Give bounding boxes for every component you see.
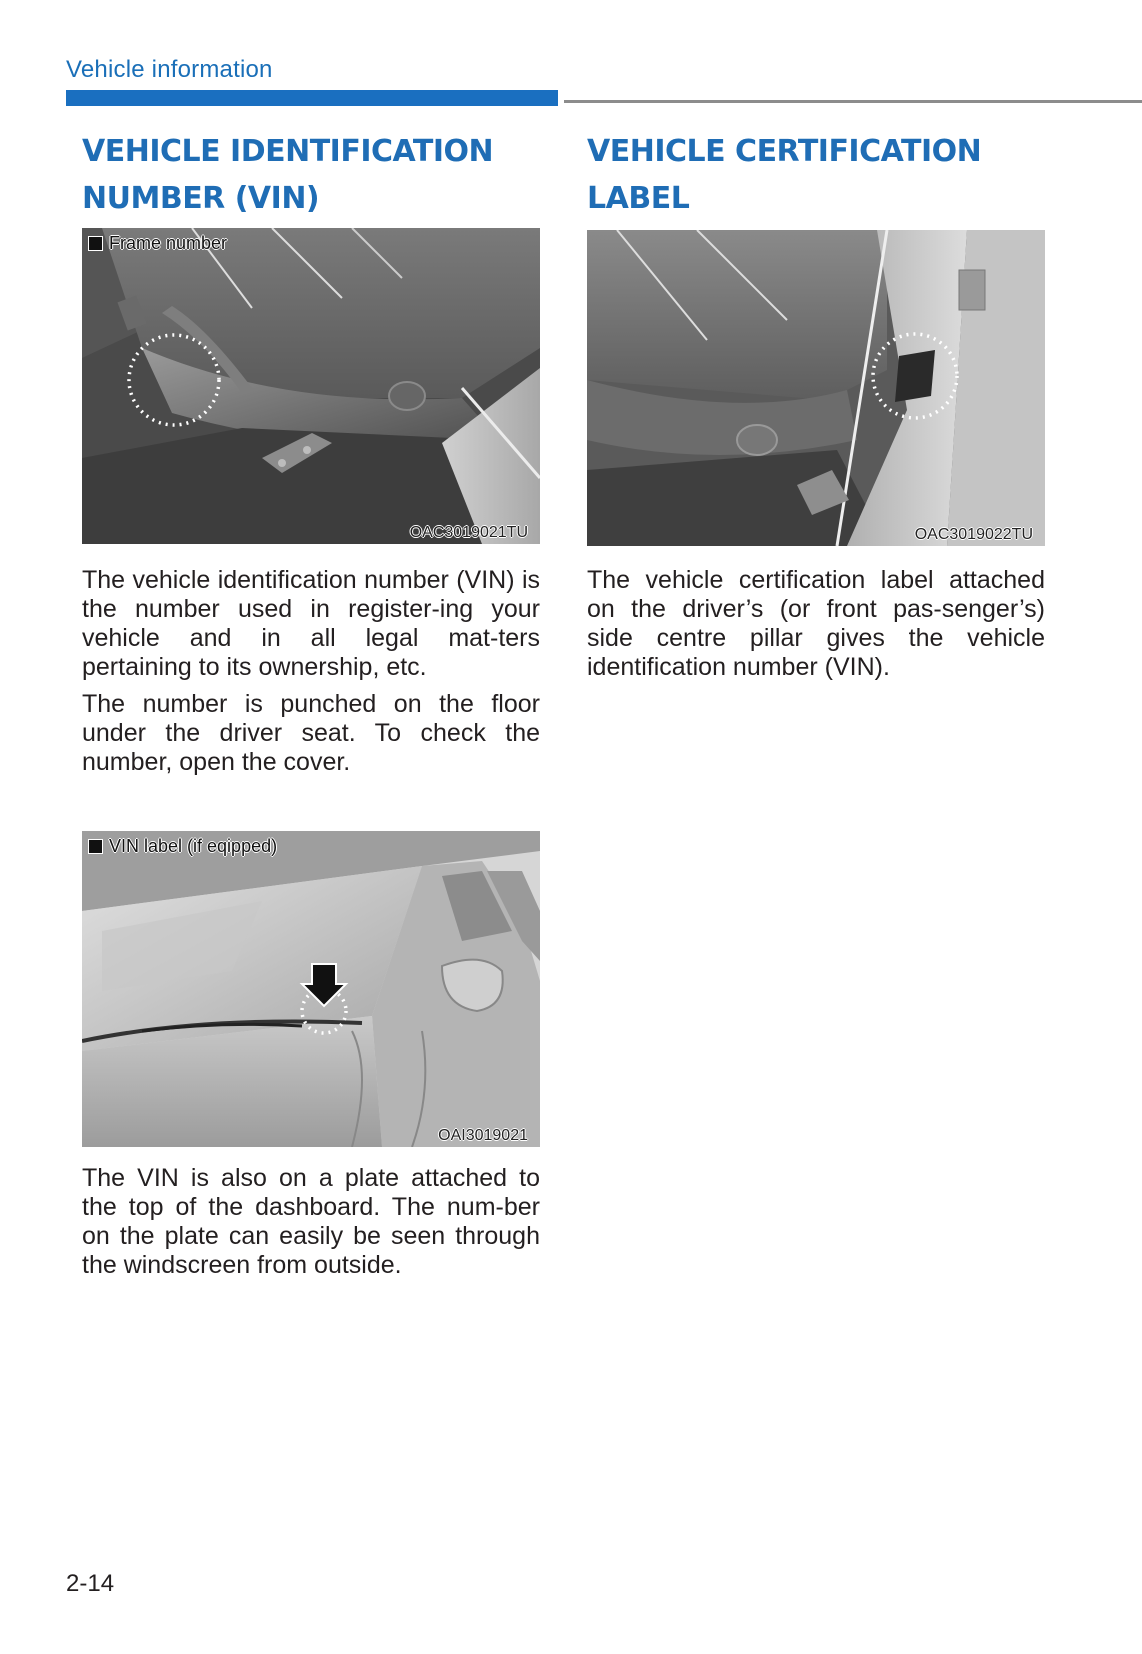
header-accent-bar bbox=[66, 90, 558, 106]
page-number: 2-14 bbox=[66, 1570, 115, 1597]
section-title: Vehicle information bbox=[66, 56, 273, 83]
vin-label-caption-text: VIN label (if eqipped) bbox=[109, 836, 278, 856]
certification-label-figure-code: OAC3019022TU bbox=[914, 526, 1033, 543]
certification-label-figure bbox=[587, 230, 1045, 546]
vin-heading: VEHICLE IDENTIFICATION NUMBER (VIN) bbox=[82, 134, 494, 216]
caption-square-icon bbox=[88, 236, 103, 251]
vin-label-caption bbox=[88, 836, 277, 857]
vin-label-figure bbox=[82, 831, 540, 1147]
caption-square-icon bbox=[88, 839, 103, 854]
vin-paragraph-3: The VIN is also on a plate attached to the top of the dashboard. The num-ber on the plate can easily be seen through the windscreen from outside. bbox=[82, 1164, 540, 1279]
frame-number-figure bbox=[82, 228, 540, 544]
frame-number-figure-code: OAC3019021TU bbox=[409, 524, 528, 541]
header-divider bbox=[564, 100, 1142, 103]
vin-paragraph-2: The number is punched on the floor under the driver seat. To check the number, open the cover. bbox=[82, 690, 540, 776]
vin-paragraph-1: The vehicle identification number (VIN) is the number used in register-ing your vehicle and in all legal mat-ters pertaining to its ownership, etc. bbox=[82, 566, 540, 681]
pillar-illustration bbox=[587, 230, 1045, 546]
cert-paragraph-1: The vehicle certification label attached on the driver’s (or front pas-senger’s) side centre pillar gives the vehicle identification number (VIN). bbox=[587, 566, 1045, 681]
frame-number-caption-text: Frame number bbox=[109, 233, 228, 253]
frame-number-caption bbox=[88, 233, 227, 254]
windscreen-illustration bbox=[82, 831, 540, 1147]
seat-illustration bbox=[82, 228, 540, 544]
vin-label-figure-code: OAI3019021 bbox=[438, 1127, 528, 1144]
cert-heading: VEHICLE CERTIFICATION LABEL bbox=[587, 134, 982, 216]
